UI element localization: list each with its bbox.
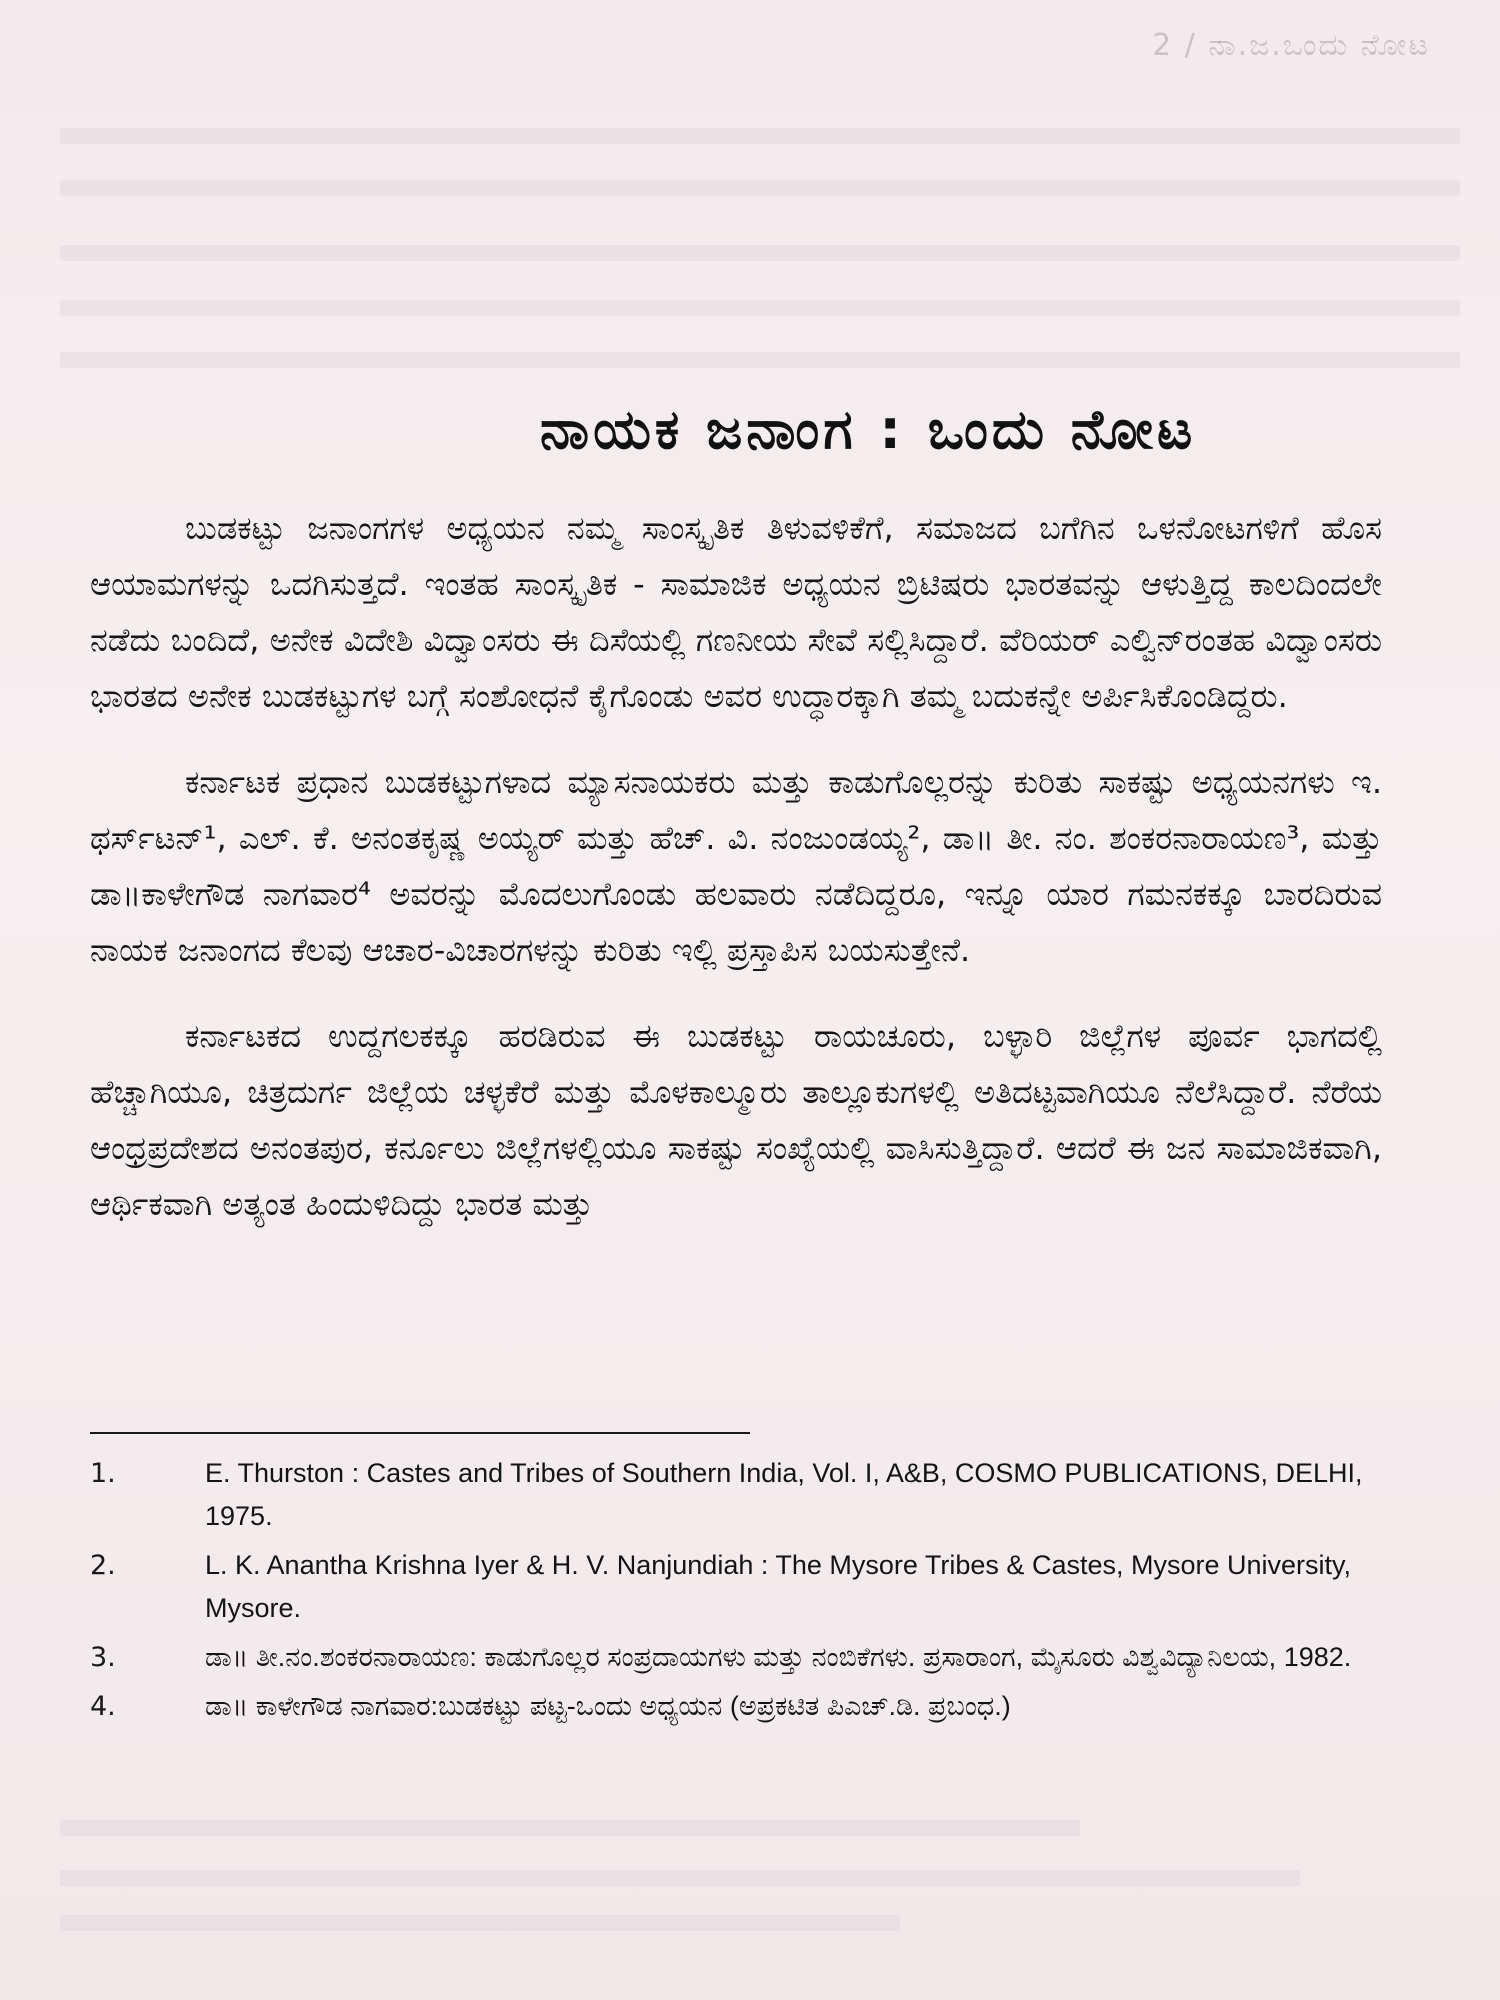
show-through-line <box>60 1915 900 1931</box>
paragraph: ಕರ್ನಾಟಕದ ಉದ್ದಗಲಕಕ್ಕೂ ಹರಡಿರುವ ಈ ಬುಡಕಟ್ಟು ರಾಯಚೂರು, ಬಳ್ಳಾರಿ ಜಿಲ್ಲೆಗಳ ಪೂರ್ವ ಭಾಗದಲ್ಲಿ ಹೆಚ್ಚಾಗಿಯೂ, ಚಿತ್ರದುರ್ಗ ಜಿಲ್ಲೆಯ ಚಳ್ಳಕೆರೆ ಮತ್ತು ಮೊಳಕಾಲ್ಮೂರು ತಾಲ್ಲೂಕುಗಳಲ್ಲಿ ಅತಿದಟ್ಟವಾಗಿಯೂ ನೆಲೆಸಿದ್ದಾರೆ. ನೆರೆಯ ಆಂಧ್ರಪ್ರದೇಶದ ಅನಂತಪುರ, ಕರ್ನೂಲು ಜಿಲ್ಲೆಗಳಲ್ಲಿಯೂ ಸಾಕಷ್ಟು ಸಂಖ್ಯೆಯಲ್ಲಿ ವಾಸಿಸುತ್ತಿದ್ದಾರೆ. ಆದರೆ ಈ ಜನ ಸಾಮಾಜಿಕವಾಗಿ, ಆರ್ಥಿಕವಾಗಿ ಅತ್ಯಂತ ಹಿಂದುಳಿದಿದ್ದು ಭಾರತ ಮತ್ತು <box>90 1017 1382 1223</box>
footnote-number: 4. <box>90 1691 116 1722</box>
footnote-item <box>90 1685 1390 1728</box>
body-text <box>90 500 1382 1262</box>
show-through-line <box>60 128 1460 144</box>
footnotes <box>90 1452 1390 1734</box>
paragraph: ಬುಡಕಟ್ಟು ಜನಾಂಗಗಳ ಅಧ್ಯಯನ ನಮ್ಮ ಸಾಂಸ್ಕೃತಿಕ ತಿಳುವಳಿಕೆಗೆ, ಸಮಾಜದ ಬಗೆಗಿನ ಒಳನೋಟಗಳಿಗೆ ಹೊಸ ಆಯಾಮಗಳನ್ನು ಒದಗಿಸುತ್ತದೆ. ಇಂತಹ ಸಾಂಸ್ಕೃತಿಕ - ಸಾಮಾಜಿಕ ಅಧ್ಯಯನ ಬ್ರಿಟಿಷರು ಭಾರತವನ್ನು ಆಳುತ್ತಿದ್ದ ಕಾಲದಿಂದಲೇ ನಡೆದು ಬಂದಿದೆ, ಅನೇಕ ವಿದೇಶಿ ವಿದ್ವಾಂಸರು ಈ ದಿಸೆಯಲ್ಲಿ ಗಣನೀಯ ಸೇವೆ ಸಲ್ಲಿಸಿದ್ದಾರೆ. ವೆರಿಯರ್ ಎಲ್ವಿನ್‌ರಂತಹ ವಿದ್ವಾಂಸರು ಭಾರತದ ಅನೇಕ ಬುಡಕಟ್ಟುಗಳ ಬಗ್ಗೆ ಸಂಶೋಧನೆ ಕೈಗೊಂಡು ಅವರ ಉದ್ಧಾರಕ್ಕಾಗಿ ತಮ್ಮ ಬದುಕನ್ನೇ ಅರ್ಪಿಸಿಕೊಂಡಿದ್ದರು. <box>90 509 1382 715</box>
footnote-item <box>90 1452 1390 1538</box>
show-through-line <box>60 1820 1080 1836</box>
show-through-line <box>60 245 1460 261</box>
footnote-text: ಡಾ॥ ಕಾಳೇಗೌಡ ನಾಗವಾರ:ಬುಡಕಟ್ಟು ಪಟ್ಟ-ಒಂದು ಅಧ್ಯಯನ (ಅಪ್ರಕಟಿತ ಪಿಎಚ್.ಡಿ. ಪ್ರಬಂಧ.) <box>205 1691 1011 1721</box>
footnote-text: E. Thurston : Castes and Tribes of Southern India, Vol. I, A&B, COSMO PUBLICATIONS, DELHI, 1975. <box>205 1458 1363 1531</box>
running-head: 2 / ನಾ.ಜ.ಒಂದು ನೋಟ <box>1152 28 1430 63</box>
footnote-item <box>90 1544 1390 1630</box>
footnote-number: 1. <box>90 1458 116 1489</box>
show-through-line <box>60 300 1460 316</box>
footnote-text: ಡಾ॥ ತೀ.ನಂ.ಶಂಕರನಾರಾಯಣ: ಕಾಡುಗೊಲ್ಲರ ಸಂಪ್ರದಾಯಗಳು ಮತ್ತು ನಂಬಿಕೆಗಳು. ಪ್ರಸಾರಾಂಗ, ಮೈಸೂರು ವಿಶ್ವವಿದ್ಯಾನಿಲಯ, 1982. <box>205 1642 1352 1672</box>
show-through-line <box>60 352 1460 368</box>
footnote-text: L. K. Anantha Krishna Iyer & H. V. Nanjundiah : The Mysore Tribes & Castes, Mysore University, Mysore. <box>205 1550 1352 1623</box>
footnote-divider <box>90 1432 750 1434</box>
show-through-line <box>60 1870 1300 1886</box>
chapter-title: ನಾಯಕ ಜನಾಂಗ : ಒಂದು ನೋಟ <box>540 398 1197 461</box>
footnote-number: 2. <box>90 1550 116 1581</box>
show-through-line <box>60 180 1460 196</box>
footnote-number: 3. <box>90 1642 116 1673</box>
paragraph: ಕರ್ನಾಟಕ ಪ್ರಧಾನ ಬುಡಕಟ್ಟುಗಳಾದ ಮ್ಯಾಸನಾಯಕರು ಮತ್ತು ಕಾಡುಗೊಲ್ಲರನ್ನು ಕುರಿತು ಸಾಕಷ್ಟು ಅಧ್ಯಯನಗಳು ಇ. ಥರ್ಸ್‌ಟನ್¹, ಎಲ್. ಕೆ. ಅನಂತಕೃಷ್ಣ ಅಯ್ಯರ್ ಮತ್ತು ಹೆಚ್. ವಿ. ನಂಜುಂಡಯ್ಯ², ಡಾ॥ ತೀ. ನಂ. ಶಂಕರನಾರಾಯಣ³, ಮತ್ತು ಡಾ॥ಕಾಳೇಗೌಡ ನಾಗವಾರ⁴ ಅವರನ್ನು ಮೊದಲುಗೊಂಡು ಹಲವಾರು ನಡೆದಿದ್ದರೂ, ಇನ್ನೂ ಯಾರ ಗಮನಕಕ್ಕೂ ಬಾರದಿರುವ ನಾಯಕ ಜನಾಂಗದ ಕೆಲವು ಆಚಾರ-ವಿಚಾರಗಳನ್ನು ಕುರಿತು ಇಲ್ಲಿ ಪ್ರಸ್ತಾಪಿಸ ಬಯಸುತ್ತೇನೆ. <box>90 763 1382 969</box>
footnote-item <box>90 1636 1390 1679</box>
